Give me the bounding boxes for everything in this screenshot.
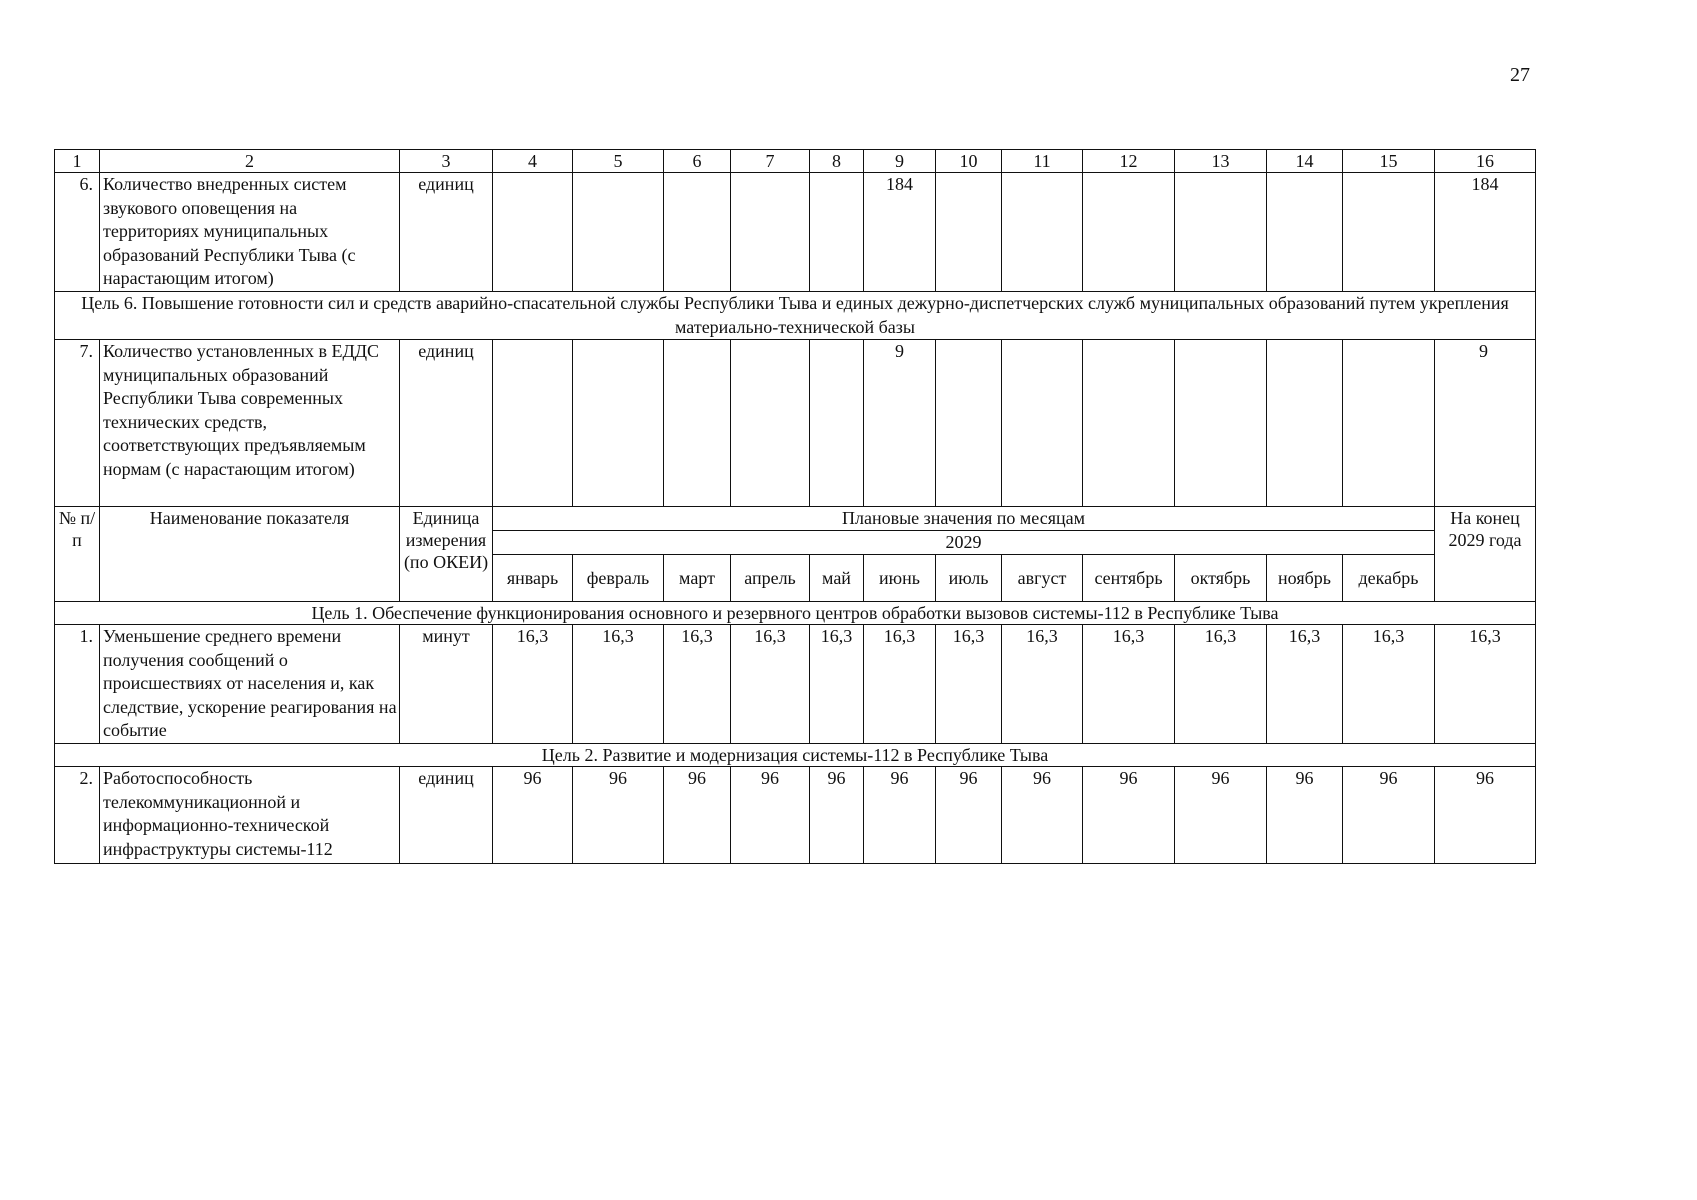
value-cell [810,340,864,507]
value-cell: 96 [731,767,810,864]
value-cell [1002,340,1083,507]
value-cell: 96 [1343,767,1435,864]
value-cell [1083,173,1175,292]
col-number: 13 [1175,150,1267,173]
header-month: февраль [573,555,664,602]
value-cell: 96 [573,767,664,864]
unit-cell: минут [400,625,493,744]
value-cell: 16,3 [731,625,810,744]
header-month: март [664,555,731,602]
value-cell: 184 [864,173,936,292]
value-cell [1002,173,1083,292]
value-cell: 16,3 [1175,625,1267,744]
value-cell: 16,3 [493,625,573,744]
goal-row [55,602,1536,625]
col-number: 10 [936,150,1002,173]
col-number: 5 [573,150,664,173]
value-cell [573,173,664,292]
row-number: 2. [55,767,100,864]
value-cell [664,340,731,507]
value-cell: 96 [493,767,573,864]
header-month: апрель [731,555,810,602]
col-number: 15 [1343,150,1435,173]
value-cell: 96 [1002,767,1083,864]
value-cell [1267,173,1343,292]
goal-1-title: Цель 1. Обеспечение функционирования основного и резервного центров обработки вызовов системы-112 в Республике Тыва [55,602,1536,625]
header-row [55,507,1536,531]
goal-row [55,744,1536,767]
col-number: 3 [400,150,493,173]
value-cell: 16,3 [864,625,936,744]
value-cell [1267,340,1343,507]
table-row [55,173,1536,292]
value-cell [1175,173,1267,292]
header-month: июнь [864,555,936,602]
end-value-cell: 9 [1435,340,1536,507]
header-month: январь [493,555,573,602]
value-cell [1343,340,1435,507]
col-number: 11 [1002,150,1083,173]
header-month: май [810,555,864,602]
page-number: 27 [1510,64,1530,86]
value-cell [493,173,573,292]
col-number: 14 [1267,150,1343,173]
unit-cell: единиц [400,173,493,292]
header-month: декабрь [1343,555,1435,602]
value-cell: 16,3 [664,625,731,744]
col-number: 8 [810,150,864,173]
value-cell: 96 [1175,767,1267,864]
goal-row [55,292,1536,340]
header-name: Наименование показателя [100,507,400,602]
end-value-cell: 96 [1435,767,1536,864]
col-number: 2 [100,150,400,173]
value-cell [493,340,573,507]
value-cell [664,173,731,292]
indicator-name: Количество внедренных систем звукового оповещения на территориях муниципальных образований Республики Тыва (с нарастающим итогом) [100,173,400,292]
header-year: 2029 [493,531,1435,555]
goal-2-title: Цель 2. Развитие и модернизация системы-112 в Республике Тыва [55,744,1536,767]
col-number: 16 [1435,150,1536,173]
indicator-name: Уменьшение среднего времени получения сообщений о происшествиях от населения и, как следствие, ускорение реагирования на событие [100,625,400,744]
value-cell: 16,3 [936,625,1002,744]
value-cell: 16,3 [810,625,864,744]
value-cell: 16,3 [1267,625,1343,744]
value-cell [573,340,664,507]
col-number: 12 [1083,150,1175,173]
table-row [55,767,1536,864]
indicator-name: Количество установленных в ЕДДС муниципальных образований Республики Тыва современных технических средств, соответствующих предъявляемым нормам (с нарастающим итогом) [100,340,400,507]
value-cell: 16,3 [573,625,664,744]
unit-cell: единиц [400,340,493,507]
header-end: На конец 2029 года [1435,507,1536,602]
value-cell: 96 [936,767,1002,864]
header-month: ноябрь [1267,555,1343,602]
header-month: август [1002,555,1083,602]
value-cell: 16,3 [1083,625,1175,744]
row-number: 1. [55,625,100,744]
row-number: 6. [55,173,100,292]
table-row [55,625,1536,744]
col-number: 9 [864,150,936,173]
header-month: сентябрь [1083,555,1175,602]
value-cell: 16,3 [1002,625,1083,744]
table-row [55,340,1536,507]
header-month: июль [936,555,1002,602]
value-cell [936,173,1002,292]
col-number: 7 [731,150,810,173]
header-num: № п/п [55,507,100,602]
value-cell: 96 [864,767,936,864]
value-cell [936,340,1002,507]
indicators-table [54,149,1536,864]
value-cell [1083,340,1175,507]
value-cell [731,173,810,292]
goal-6-title: Цель 6. Повышение готовности сил и средств аварийно-спасательной службы Республики Тыва и единых дежурно-диспетчерских служб муниципальных образований путем укрепления материально-технической базы [55,292,1536,340]
header-planned: Плановые значения по месяцам [493,507,1435,531]
col-number: 4 [493,150,573,173]
end-value-cell: 184 [1435,173,1536,292]
value-cell: 96 [1267,767,1343,864]
header-unit: Единица измерения (по ОКЕИ) [400,507,493,602]
col-number: 1 [55,150,100,173]
value-cell: 96 [664,767,731,864]
indicator-name: Работоспособность телекоммуникационной и информационно-технической инфраструктуры системы-112 [100,767,400,864]
value-cell [731,340,810,507]
row-number: 7. [55,340,100,507]
value-cell: 9 [864,340,936,507]
value-cell [1343,173,1435,292]
col-number: 6 [664,150,731,173]
value-cell [810,173,864,292]
unit-cell: единиц [400,767,493,864]
header-month: октябрь [1175,555,1267,602]
column-numbers-row [55,150,1536,173]
value-cell [1175,340,1267,507]
value-cell: 16,3 [1343,625,1435,744]
value-cell: 96 [810,767,864,864]
value-cell: 96 [1083,767,1175,864]
end-value-cell: 16,3 [1435,625,1536,744]
